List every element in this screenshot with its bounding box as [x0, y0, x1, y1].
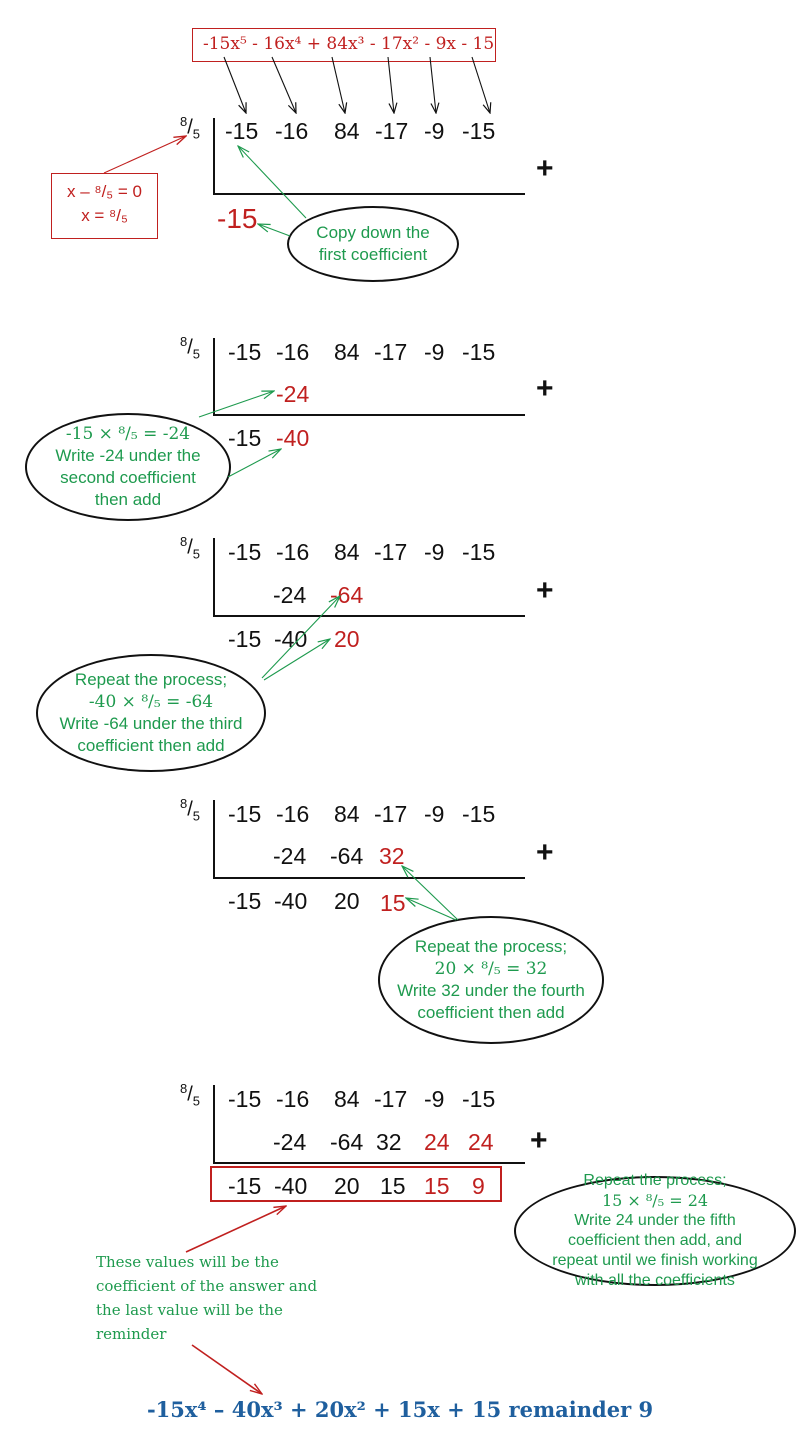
coefficient: -9: [424, 801, 445, 827]
root-note-line2: x = ⁸/₅: [81, 206, 128, 225]
arrow-bubble-to-product: [402, 866, 458, 920]
result-value: 20: [334, 626, 360, 652]
plus-sign: +: [536, 152, 554, 185]
product-value: -64: [330, 843, 364, 869]
coefficient: -15: [462, 539, 496, 565]
explanation-note: These values will be the coefficient of the answer and the last value will be the reminder: [96, 1253, 318, 1343]
coefficient: -15: [462, 118, 496, 144]
coefficient: -9: [424, 339, 445, 365]
coefficient: -9: [424, 118, 445, 144]
result-value: 15: [424, 1173, 450, 1199]
product-value: 32: [379, 843, 405, 869]
result-value: -15: [228, 888, 262, 914]
result-value: -15: [228, 1173, 262, 1199]
plus-sign: +: [536, 372, 554, 405]
plus-sign: +: [536, 574, 554, 607]
final-answer: -15x⁴ – 40x³ + 20x² + 15x + 15 remainder 9: [146, 1397, 654, 1422]
remainder-value: 9: [472, 1173, 485, 1199]
product-value: 24: [424, 1129, 450, 1155]
result-value: 20: [334, 888, 360, 914]
arrow-root-to-divisor: [104, 136, 186, 173]
coefficient: -16: [276, 1086, 310, 1112]
arrow-note-to-results: [186, 1206, 286, 1252]
coefficient: -15: [228, 1086, 262, 1112]
arrow-to-coefficient: [430, 57, 436, 113]
product-value: -24: [273, 843, 307, 869]
result-value: 15: [380, 1173, 406, 1199]
arrow-note-to-answer: [192, 1345, 262, 1394]
divisor-step5: $^8/_5$: [180, 1081, 201, 1109]
result-value: -15: [217, 203, 258, 234]
result-value: -15: [228, 626, 262, 652]
arrow-to-coefficient: [272, 57, 296, 113]
coefficient: -15: [228, 801, 262, 827]
plus-sign: +: [536, 836, 554, 869]
explanation-bubble-step5: Repeat the process; 15 × ⁸/₅ = 24 Write 24 under the fifth coefficient then add, and repeat until we finish working with all the coefficients: [514, 1176, 796, 1286]
coefficient: -15: [462, 801, 496, 827]
coefficient: 84: [334, 1086, 360, 1112]
explanation-bubble-step4: Repeat the process; 20 × ⁸/₅ = 32 Write 32 under the fourth coefficient then add: [378, 916, 604, 1044]
coefficient: -16: [276, 339, 310, 365]
divisor-step3: $^8/_5$: [180, 534, 201, 562]
result-value: -40: [274, 626, 308, 652]
result-value: -40: [274, 1173, 308, 1199]
result-value: -40: [274, 888, 308, 914]
arrow-to-coefficient: [224, 57, 246, 113]
coefficient: -15: [462, 1086, 496, 1112]
coefficient: -17: [374, 539, 408, 565]
coefficient: 84: [334, 118, 360, 144]
coefficient: -17: [375, 118, 409, 144]
product-value: -24: [276, 381, 310, 407]
arrow-to-coefficient: [472, 57, 490, 113]
arrow-bubble-to-coefficient: [238, 146, 306, 218]
coefficient: -16: [275, 118, 309, 144]
arrow-bubble-to-product: [262, 596, 340, 678]
root-note-line1: x – ⁸/₅ = 0: [67, 182, 142, 201]
polynomial-text: -15x⁵ - 16x⁴ + 84x³ - 17x² - 9x - 15: [203, 34, 495, 54]
result-value: -15: [228, 425, 262, 451]
coefficient: -17: [374, 1086, 408, 1112]
divisor-step4: $^8/_5$: [180, 796, 201, 824]
arrow-bubble-to-product: [199, 391, 274, 417]
coefficient: -17: [374, 339, 408, 365]
explanation-bubble-step1: Copy down the first coefficient: [287, 206, 459, 282]
result-value: 20: [334, 1173, 360, 1199]
coefficient: -9: [424, 539, 445, 565]
divisor-step1: $^8/_5$: [180, 114, 201, 142]
product-value: -24: [273, 1129, 307, 1155]
coefficient: -16: [276, 539, 310, 565]
coefficient: -16: [276, 801, 310, 827]
coefficient: -9: [424, 1086, 445, 1112]
product-value: -64: [330, 582, 364, 608]
result-value: -40: [276, 425, 310, 451]
arrow-to-coefficient: [388, 57, 394, 113]
product-value: -24: [273, 582, 307, 608]
arrow-bubble-to-result: [228, 449, 281, 477]
coefficient: 84: [334, 539, 360, 565]
coefficient: -15: [228, 539, 262, 565]
product-value: 32: [376, 1129, 402, 1155]
arrow-bubble-to-result: [406, 898, 456, 920]
coefficient: 84: [334, 801, 360, 827]
coefficient: -15: [225, 118, 259, 144]
coefficient: 84: [334, 339, 360, 365]
arrow-bubble-to-result: [258, 224, 290, 236]
divisor-step2: $^8/_5$: [180, 334, 201, 362]
coefficient: -17: [374, 801, 408, 827]
product-value: 24: [468, 1129, 494, 1155]
plus-sign: +: [530, 1124, 548, 1157]
explanation-bubble-step2: -15 × ⁸/₅ = -24 Write -24 under the second coefficient then add: [25, 413, 231, 521]
product-value: -64: [330, 1129, 364, 1155]
explanation-bubble-step3: Repeat the process; -40 × ⁸/₅ = -64 Write -64 under the third coefficient then add: [36, 654, 266, 772]
coefficient: -15: [462, 339, 496, 365]
result-value: 15: [380, 890, 406, 916]
coefficient: -15: [228, 339, 262, 365]
arrow-bubble-to-result: [264, 639, 330, 680]
arrow-to-coefficient: [332, 57, 345, 113]
